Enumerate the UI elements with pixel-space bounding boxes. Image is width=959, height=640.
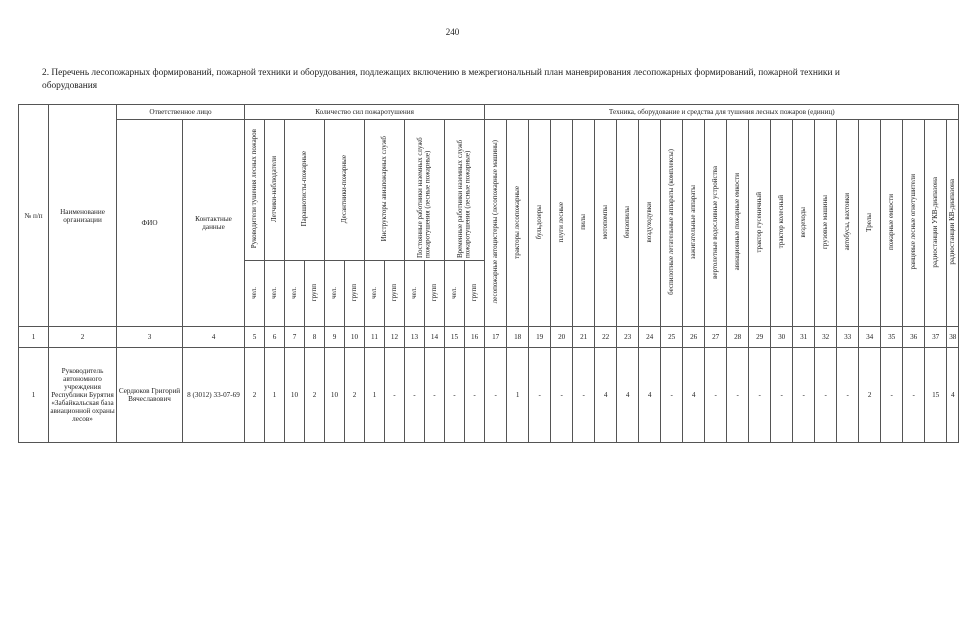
col-number: 4 — [183, 327, 245, 348]
equip-col-20: радиостанции УКВ-диапазона — [925, 120, 947, 327]
col-number: 36 — [903, 327, 925, 348]
row-value: - — [793, 348, 815, 443]
col-number: 12 — [385, 327, 405, 348]
col-header-equipment: Техника, оборудование и средства для тушения лесных пожаров (единиц) — [485, 105, 959, 120]
row-value: - — [837, 348, 859, 443]
equip-col-0: лесопожарные автоцистерны (лесопожарные машины) — [485, 120, 507, 327]
col-number: 10 — [345, 327, 365, 348]
section-heading: 2. Перечень лесопожарных формирований, пожарной техники и оборудования, подлежащих включению в межрегиональный план маневрирования лесопожарных формирований, пожарной техники и оборудования — [42, 68, 840, 91]
col-number: 34 — [859, 327, 881, 348]
row-value: - — [445, 348, 465, 443]
col-number: 25 — [661, 327, 683, 348]
col-number: 14 — [425, 327, 445, 348]
col-number: 7 — [285, 327, 305, 348]
row-value: - — [529, 348, 551, 443]
row-value: - — [705, 348, 727, 443]
col-number: 32 — [815, 327, 837, 348]
col-header-org: Наименование организации — [49, 105, 117, 327]
row-value: 4 — [639, 348, 661, 443]
equip-col-17: Трелы — [859, 120, 881, 327]
col-number: 15 — [445, 327, 465, 348]
col-number: 18 — [507, 327, 529, 348]
col-number: 8 — [305, 327, 325, 348]
unit-people: чел. — [445, 261, 465, 327]
force-group-observers: Летчики-наблюдатели — [265, 120, 285, 261]
col-number: 30 — [771, 327, 793, 348]
equip-col-12: трактор гусеничный — [749, 120, 771, 327]
row-value: 2 — [305, 348, 325, 443]
equip-col-18: пожарные емкости — [881, 120, 903, 327]
page-number: 240 — [445, 27, 460, 37]
equip-col-2: бульдозеры — [529, 120, 551, 327]
equip-col-4: пилы — [573, 120, 595, 327]
row-contacts: 8 (3012) 33-07-69 — [183, 348, 245, 443]
equip-col-15: грузовые машины — [815, 120, 837, 327]
row-value: - — [385, 348, 405, 443]
col-number: 29 — [749, 327, 771, 348]
row-value: 10 — [285, 348, 305, 443]
col-number: 9 — [325, 327, 345, 348]
equip-col-21: радиостанции КВ-диапазона — [947, 120, 959, 327]
row-value: 10 — [325, 348, 345, 443]
force-group-paratroopers: Десантники-пожарные — [325, 120, 365, 261]
col-number: 5 — [245, 327, 265, 348]
col-number: 24 — [639, 327, 661, 348]
col-number: 17 — [485, 327, 507, 348]
unit-groups: групп — [465, 261, 485, 327]
row-value: - — [661, 348, 683, 443]
col-number: 21 — [573, 327, 595, 348]
unit-people: чел. — [265, 261, 285, 327]
col-number: 3 — [117, 327, 183, 348]
force-group-permanent: Постоянные работники наземных служб пожаротушения (лесные пожарные) — [405, 120, 445, 261]
unit-groups: групп — [385, 261, 405, 327]
col-header-responsible: Ответственное лицо — [117, 105, 245, 120]
equip-col-19: ранцевые лесные огнетушители — [903, 120, 925, 327]
row-value: - — [881, 348, 903, 443]
row-value: - — [405, 348, 425, 443]
equip-col-10: вертолетные водосливные устройства — [705, 120, 727, 327]
unit-people: чел. — [325, 261, 345, 327]
col-number: 31 — [793, 327, 815, 348]
row-value: 4 — [617, 348, 639, 443]
row-value: 4 — [595, 348, 617, 443]
equip-col-14: вездеходы — [793, 120, 815, 327]
row-fio: Сердюков Григорий Вячеславович — [117, 348, 183, 443]
row-value: - — [465, 348, 485, 443]
col-number: 20 — [551, 327, 573, 348]
unit-people: чел. — [365, 261, 385, 327]
row-value: 15 — [925, 348, 947, 443]
force-group-leaders: Руководители тушения лесных пожаров — [245, 120, 265, 261]
force-group-instructors: Инструкторы авиапожарных служб — [365, 120, 405, 261]
row-value: - — [485, 348, 507, 443]
col-header-forces: Количество сил пожаротушения — [245, 105, 485, 120]
row-num: 1 — [19, 348, 49, 443]
col-number: 6 — [265, 327, 285, 348]
equip-col-1: тракторы лесопожарные — [507, 120, 529, 327]
col-number: 38 — [947, 327, 959, 348]
unit-people: чел. — [285, 261, 305, 327]
equip-col-13: трактор колесный — [771, 120, 793, 327]
col-number: 19 — [529, 327, 551, 348]
row-value: 1 — [365, 348, 385, 443]
equip-col-3: плуги лесные — [551, 120, 573, 327]
equip-col-9: зажигательные аппараты — [683, 120, 705, 327]
row-value: 4 — [683, 348, 705, 443]
col-number: 26 — [683, 327, 705, 348]
col-number: 28 — [727, 327, 749, 348]
col-number: 22 — [595, 327, 617, 348]
formations-table — [18, 104, 959, 443]
row-value: 1 — [507, 348, 529, 443]
col-number: 23 — [617, 327, 639, 348]
equip-col-11: авиационные пожарные емкости — [727, 120, 749, 327]
unit-people: чел. — [405, 261, 425, 327]
row-value: - — [749, 348, 771, 443]
row-value: - — [903, 348, 925, 443]
equip-col-8: беспилотные летательные аппараты (комплексы) — [661, 120, 683, 327]
col-number: 2 — [49, 327, 117, 348]
row-value: - — [815, 348, 837, 443]
col-number: 37 — [925, 327, 947, 348]
unit-people: чел. — [245, 261, 265, 327]
equip-col-5: мотопомпы — [595, 120, 617, 327]
row-value: 2 — [859, 348, 881, 443]
col-header-contacts: Контактные данные — [183, 120, 245, 327]
row-value: - — [727, 348, 749, 443]
equip-col-7: воздуходувки — [639, 120, 661, 327]
equip-col-16: автобусы, вахтовки — [837, 120, 859, 327]
row-value: 2 — [345, 348, 365, 443]
col-number: 16 — [465, 327, 485, 348]
col-number: 11 — [365, 327, 385, 348]
col-number: 13 — [405, 327, 425, 348]
col-header-fio: ФИО — [117, 120, 183, 327]
row-value: - — [425, 348, 445, 443]
unit-groups: групп — [425, 261, 445, 327]
row-value: - — [771, 348, 793, 443]
unit-groups: групп — [305, 261, 325, 327]
row-value: - — [551, 348, 573, 443]
row-value: 2 — [245, 348, 265, 443]
col-number: 1 — [19, 327, 49, 348]
col-number: 35 — [881, 327, 903, 348]
row-value: - — [573, 348, 595, 443]
equip-col-6: бензопилы — [617, 120, 639, 327]
force-group-temporary: Временные работники наземных служб пожаротушения (лесные пожарные) — [445, 120, 485, 261]
col-number: 27 — [705, 327, 727, 348]
unit-groups: групп — [345, 261, 365, 327]
force-group-parachutists: Парашютисты-пожарные — [285, 120, 325, 261]
row-org: Руководитель автономного учреждения Республики Бурятия «Забайкальская база авиационной охраны лесов» — [49, 348, 117, 443]
col-number: 33 — [837, 327, 859, 348]
row-value: 4 — [947, 348, 959, 443]
row-value: 1 — [265, 348, 285, 443]
col-header-num: № п/п — [19, 105, 49, 327]
